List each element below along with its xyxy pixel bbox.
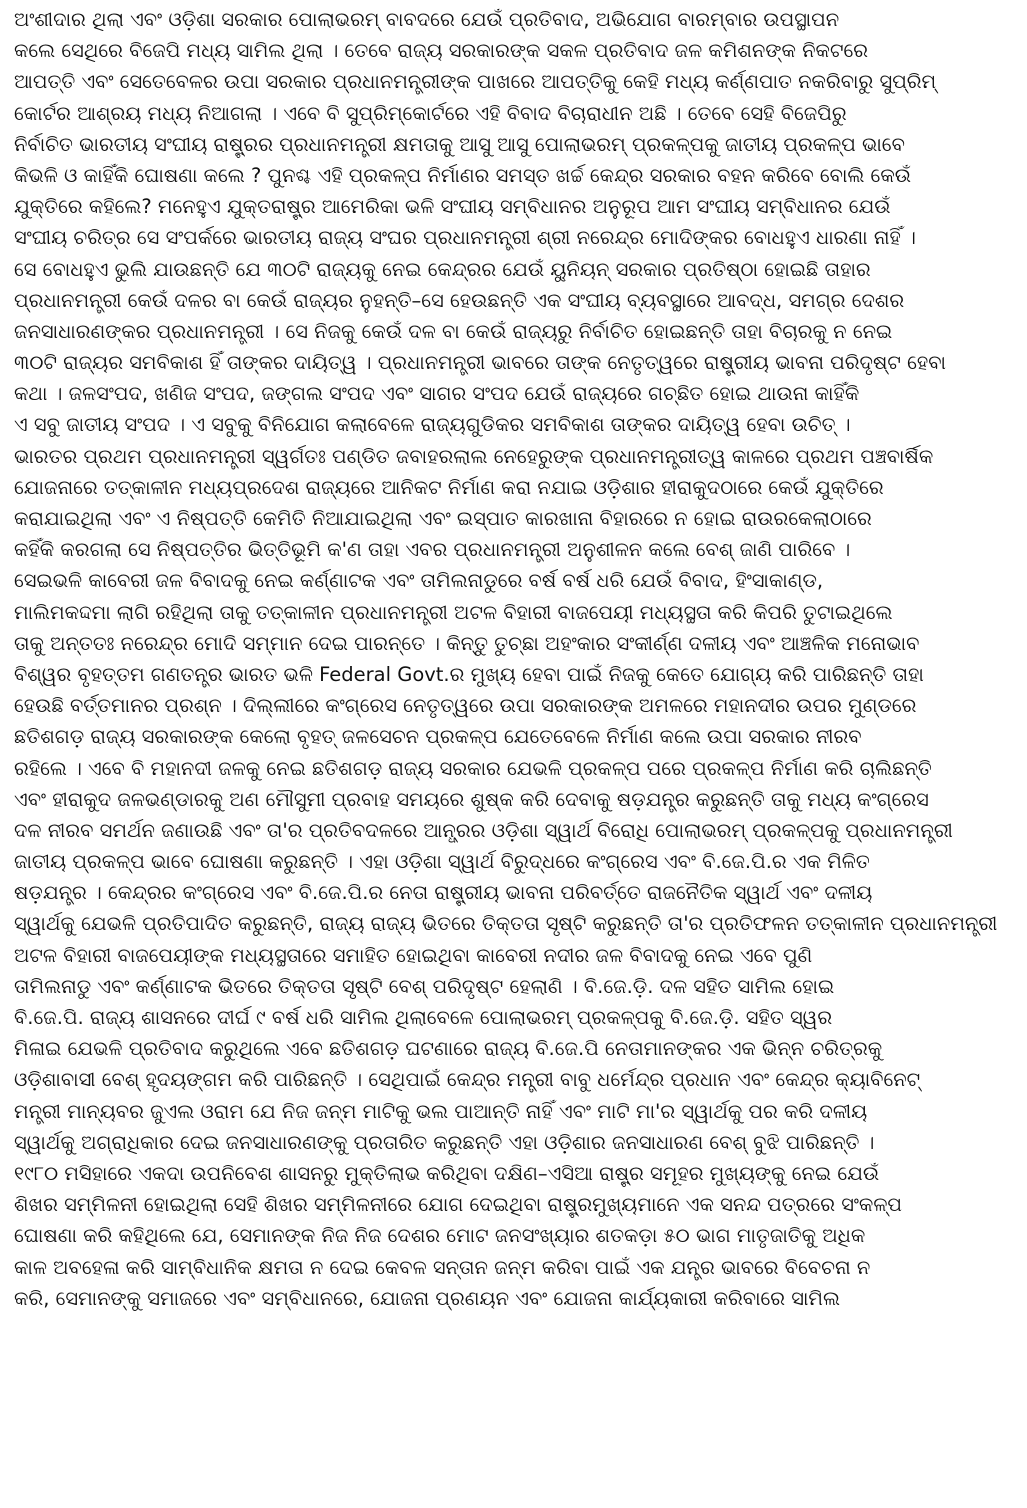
text-line: ସେଇଭଳି କାବେରୀ ଜଳ ବିବାଦକୁ ନେଇ କର୍ଣ୍ଣାଟକ ଏବଂ ତାମିଲନାଡୁରେ ବର୍ଷ ବର୍ଷ ଧରି ଯେଉଁ ବିବାଦ, ହିଂସାକାଣ୍ଡ, — [14, 569, 824, 593]
text-line — [14, 1376, 1013, 1407]
text-line: ଓଡ଼ିଶାବାସୀ ବେଶ୍ ହୃଦୟଙ୍ଗମ କରି ପାରିଛନ୍ତି । ସେଥିପାଇଁ କେନ୍ଦ୍ର ମନ୍ତ୍ରୀ ବାବୁ ଧର୍ମେନ୍ଦ୍ର ପ୍ରଧାନ ଏବଂ କେନ୍ଦ୍ର କ୍ୟାବିନେଟ୍ — [14, 1068, 921, 1092]
text-line — [14, 1470, 1013, 1501]
text-line: ଭାରତର ପ୍ରଥମ ପ୍ରଧାନମନ୍ତ୍ରୀ ସ୍ୱର୍ଗତଃ ପଣ୍ଡିତ ଜବାହରଲାଲ ନେହେରୁଙ୍କ ପ୍ରଧାନମନ୍ତ୍ରୀତ୍ୱ କାଳରେ ପ୍ରଥମ ପଞ୍ଚବାର୍ଷିକ — [14, 444, 934, 468]
text-line: ସେ ବୋଧହୁଏ ଭୁଲି ଯାଉଛନ୍ତି ଯେ ୩୦ଟି ରାଜ୍ୟକୁ ନେଇ କେନ୍ଦ୍ରର ଯେଉଁ ୟୁନିୟନ୍ ସରକାର ପ୍ରତିଷ୍ଠା ହୋଇଛି ତାହାର — [14, 257, 871, 281]
text-line: କଥା । ଜଳସଂପଦ, ଖଣିଜ ସଂପଦ, ଜଙ୍ଗଲ ସଂପଦ ଏବଂ ସାଗର ସଂପଦ ଯେଉଁ ରାଜ୍ୟରେ ଗଚ୍ଛିତ ହୋଇ ଥାଉନା କାହିଁକି — [14, 382, 860, 406]
text-line: ଛତିଶଗଡ଼ ରାଜ୍ୟ ସରକାରଙ୍କ କେଲୋ ବୃହତ୍ ଜଳସେଚନ ପ୍ରକଳ୍ପ ଯେତେବେଳେ ନିର୍ମାଣ କଲେ ଉପା ସରକାର ନୀରବ — [14, 725, 862, 749]
text-line: ତାମିଲନାଡୁ ଏବଂ କର୍ଣ୍ଣାଟକ ଭିତରେ ତିକ୍ତତା ସୃଷ୍ଟି ବେଶ୍ ପରିଦୃଷ୍ଟ ହେଲାଣି । ବି.ଜେ.ଡ଼ି. ଦଳ ସହିତ ସାମିଲ ହୋଇ — [14, 974, 835, 998]
text-line: ହେଉଛି ବର୍ତ୍ତମାନର ପ୍ରଶ୍ନ । ଦିଲ୍ଲୀରେ କଂଗ୍ରେସ ନେତୃତ୍ୱରେ ଉପା ସରକାରଙ୍କ ଅମଳରେ ମହାନଦୀର ଉପର ମୁଣ୍ଡରେ — [14, 694, 917, 718]
text-line: ଏ ସବୁ ଜାତୀୟ ସଂପଦ । ଏ ସବୁକୁ ବିନିଯୋଗ କଲାବେଳେ ରାଜ୍ୟଗୁଡିକର ସମବିକାଶ ତାଙ୍କର ଦାୟିତ୍ୱ ହେବା ଉଚିତ୍ । — [14, 413, 851, 437]
text-line — [14, 1439, 1013, 1470]
text-line: ସ୍ୱାର୍ଥକୁ ଅଗ୍ରାଧିକାର ଦେଇ ଜନସାଧାରଣଙ୍କୁ ପ୍ରତାରିତ କରୁଛନ୍ତି ଏହା ଓଡ଼ିଶାର ଜନସାଧାରଣ ବେଶ୍ ବୁଝି ପାରିଛନ୍ତି । — [14, 1130, 875, 1154]
text-line: ୩୦ଟି ରାଜ୍ୟର ସମବିକାଶ ହିଁ ତାଙ୍କର ଦାୟିତ୍ୱ । ପ୍ରଧାନମନ୍ତ୍ରୀ ଭାବରେ ତାଙ୍କ ନେତୃତ୍ୱରେ ରାଷ୍ଟ୍ରୀୟ ଭାବନା ପରିଦୃଷ୍ଟ ହେବା — [14, 351, 946, 375]
article-page — [14, 4, 1013, 1504]
text-line: ଯୁକ୍ତିରେ କହିଲେ? ମନେହୁଏ ଯୁକ୍ତରାଷ୍ଟ୍ର ଆମେରିକା ଭଳି ସଂଘୀୟ ସମ୍ବିଧାନର ଅନୁରୂପ ଆମ ସଂଘୀୟ ସମ୍ବିଧାନର ଯେଉଁ — [14, 195, 891, 219]
text-line: କାଳ ଅବହେଳା କରି ସାମ୍ବିଧାନିକ କ୍ଷମତା ନ ଦେଇ କେବଳ ସନ୍ତାନ ଜନ୍ମ କରିବା ପାଇଁ ଏକ ଯନ୍ତ୍ର ଭାବରେ ବିବେଚନା ନ — [14, 1255, 871, 1279]
text-line: ରହିଲେ । ଏବେ ବି ମହାନଦୀ ଜଳକୁ ନେଇ ଛତିଶଗଡ଼ ରାଜ୍ୟ ସରକାର ଯେଭଳି ପ୍ରକଳ୍ପ ପରେ ପ୍ରକଳ୍ପ ନିର୍ମାଣ କରି ଚାଲିଛନ୍ତି — [14, 756, 932, 780]
text-line: ସଂଘୀୟ ଚରିତ୍ର ସେ ସଂପର୍କରେ ଭାରତୀୟ ରାଜ୍ୟ ସଂଘର ପ୍ରଧାନମନ୍ତ୍ରୀ ଶ୍ରୀ ନରେନ୍ଦ୍ର ମୋଦିଙ୍କର ବୋଧହୁଏ ଧାରଣା ନାହିଁ । — [14, 226, 916, 250]
text-line: ଅଟଳ ବିହାରୀ ବାଜପେୟୀଙ୍କ ମଧ୍ୟସ୍ଥତାରେ ସମାହିତ ହୋଇଥିବା କାବେରୀ ନଦୀର ଜଳ ବିବାଦକୁ ନେଇ ଏବେ ପୁଣି — [14, 943, 813, 967]
text-line: ମାଲିମକଦ୍ଦମା ଲାଗି ରହିଥିଲା ତାକୁ ତତ୍କାଳୀନ ପ୍ରଧାନମନ୍ତ୍ରୀ ଅଟଳ ବିହାରୀ ବାଜପେୟୀ ମଧ୍ୟସ୍ଥତା କରି କିପରି ତୁଟାଇଥିଲେ — [14, 600, 893, 624]
article-body — [14, 4, 1013, 1501]
text-line: ଜନସାଧାରଣଙ୍କର ପ୍ରଧାନମନ୍ତ୍ରୀ । ସେ ନିଜକୁ କେଉଁ ଦଳ ବା କେଉଁ ରାଜ୍ୟରୁ ନିର୍ବାଚିତ ହୋଇଛନ୍ତି ତାହା ବିଚାରକୁ ନ ନେଇ — [14, 319, 893, 343]
text-line: ନିର୍ବାଚିତ ଭାରତୀୟ ସଂଘୀୟ ରାଷ୍ଟ୍ରର ପ୍ରଧାନମନ୍ତ୍ରୀ କ୍ଷମତାକୁ ଆସୁ ଆସୁ ପୋଲାଭରମ୍ ପ୍ରକଳ୍ପକୁ ଜାତୀୟ ପ୍ରକଳ୍ପ ଭାବେ — [14, 132, 905, 156]
text-line: କହିଁକି କରଗଲା ସେ ନିଷ୍ପତ୍ତିର ଭିତ୍ତିଭୂମି କ'ଣ ତାହା ଏବର ପ୍ରଧାନମନ୍ତ୍ରୀ ଅନୁଶୀଳନ କଲେ ବେଶ୍ ଜାଣି ପାରିବେ । — [14, 538, 851, 562]
text-line: ଘୋଷଣା କରି କହିଥିଲେ ଯେ, ସେମାନଙ୍କ ନିଜ ନିଜ ଦେଶର ମୋଟ ଜନସଂଖ୍ୟାର ଶତକଡ଼ା ୫୦ ଭାଗ ମାତୃଜାତିକୁ ଅଧିକ — [14, 1224, 866, 1248]
text-line: ତାକୁ ଅନ୍ତତଃ ନରେନ୍ଦ୍ର ମୋଦି ସମ୍ମାନ ଦେଇ ପାରନ୍ତେ । କିନ୍ତୁ ତୁଚ୍ଛା ଅହଂକାର ସଂକୀର୍ଣ୍ଣ ଦଳୀୟ ଏବଂ ଆଞ୍ଚଳିକ ମନୋଭାବ — [14, 631, 920, 655]
text-line: ଶିଖର ସମ୍ମିଳନୀ ହୋଇଥିଲା ସେହି ଶିଖର ସମ୍ମିଳନୀରେ ଯୋଗ ଦେଇଥିବା ରାଷ୍ଟ୍ରମୁଖ୍ୟମାନେ ଏକ ସନନ୍ଦ ପତ୍ରରେ ସଂକଳ୍ପ — [14, 1193, 903, 1217]
text-line: କଲେ ସେଥିରେ ବିଜେପି ମଧ୍ୟ ସାମିଲ ଥିଲା । ତେବେ ରାଜ୍ୟ ସରକାରଙ୍କ ସକଳ ପ୍ରତିବାଦ ଜଳ କମିଶନଙ୍କ ନିକଟରେ — [14, 39, 869, 63]
text-line: କରାଯାଇଥିଲା ଏବଂ ଏ ନିଷ୍ପତ୍ତି କେମିତି ନିଆଯାଇଥିଲା ଏବଂ ଇସ୍ପାତ କାରଖାନା ବିହାରରେ ନ ହୋଇ ରାଉରକେଲାଠାରେ — [14, 507, 872, 530]
text-line — [14, 1314, 1013, 1345]
text-line: କିଭଳି ଓ କାହିଁକି ଘୋଷଣା କଲେ ? ପୁନଶ୍ଚ ଏହି ପ୍ରକଳ୍ପ ନିର୍ମାଣର ସମସ୍ତ ଖର୍ଚ୍ଚ କେନ୍ଦ୍ର ସରକାର ବହନ କରିବେ ବୋଲି କେଉଁ — [14, 163, 911, 187]
text-line: ଦଳ ନୀରବ ସମର୍ଥନ ଜଣାଉଛି ଏବଂ ତା'ର ପ୍ରତିବଦଳରେ ଆନ୍ଧ୍ରର ଓଡ଼ିଶା ସ୍ୱାର୍ଥ ବିରୋଧି ପୋଲାଭରମ୍ ପ୍ରକଳ୍ପକୁ ପ୍ରଧାନମନ୍ତ୍ରୀ — [14, 818, 953, 842]
text-line: ଆପତ୍ତି ଏବଂ ସେତେବେଳର ଉପା ସରକାର ପ୍ରଧାନମନ୍ତ୍ରୀଙ୍କ ପାଖରେ ଆପତ୍ତିକୁ କେହି ମଧ୍ୟ କର୍ଣ୍ଣପାତ ନକରିବାରୁ ସୁପ୍ରିମ୍ — [14, 70, 937, 94]
text-line: ବି.ଜେ.ପି. ରାଜ୍ୟ ଶାସନରେ ଦୀର୍ଘ ୯ ବର୍ଷ ଧରି ସାମିଲ ଥିଲାବେଳେ ପୋଲାଭରମ୍ ପ୍ରକଳ୍ପକୁ ବି.ଜେ.ଡ଼ି. ସହିତ ସ୍ୱର — [14, 1006, 833, 1029]
text-line: ଜାତୀୟ ପ୍ରକଳ୍ପ ଭାବେ ଘୋଷଣା କରୁଛନ୍ତି । ଏହା ଓଡ଼ିଶା ସ୍ୱାର୍ଥ ବିରୁଦ୍ଧରେ କଂଗ୍ରେସ ଏବଂ ବି.ଜେ.ପି.ର ଏକ ମିଳିତ — [14, 850, 870, 874]
text-line: ପ୍ରଧାନମନ୍ତ୍ରୀ କେଉଁ ଦଳର ବା କେଉଁ ରାଜ୍ୟର ନୁହନ୍ତି–ସେ ହେଉଛନ୍ତି ଏକ ସଂଘୀୟ ବ୍ୟବସ୍ଥାରେ ଆବଦ୍ଧ, ସମଗ୍ର ଦେଶର — [14, 288, 905, 312]
text-line: ମନ୍ତ୍ରୀ ମାନ୍ୟବର ଜୁଏଲ ଓରାମ ଯେ ନିଜ ଜନ୍ମ ମାଟିକୁ ଭଲ ପାଆନ୍ତି ନାହିଁ ଏବଂ ମାଟି ମା'ର ସ୍ୱାର୍ଥକୁ ପର କରି ଦଳୀୟ — [14, 1099, 868, 1123]
text-line: ଅଂଶୀଦାର ଥିଲା ଏବଂ ଓଡ଼ିଶା ସରକାର ପୋଲାଭରମ୍ ବାବଦରେ ଯେଉଁ ପ୍ରତିବାଦ, ଅଭିଯୋଗ ବାରମ୍ବାର ଉପସ୍ଥାପନ — [14, 8, 840, 31]
text-line: କୋର୍ଟର ଆଶ୍ରୟ ମଧ୍ୟ ନିଆଗଲା । ଏବେ ବି ସୁପ୍ରିମ୍‌କୋର୍ଟରେ ଏହି ବିବାଦ ବିଚାରାଧୀନ ଅଛି । ତେବେ ସେହି ବିଜେପିରୁ — [14, 101, 847, 125]
text-line: ମିଳାଇ ଯେଭଳି ପ୍ରତିବାଦ କରୁଥିଲେ ଏବେ ଛତିଶଗଡ଼ ଘଟଣାରେ ରାଜ୍ୟ ବି.ଜେ.ପି ନେତାମାନଙ୍କର ଏକ ଭିନ୍ନ ଚରିତ୍ରକୁ — [14, 1037, 883, 1061]
text-line: ଏବଂ ହୀରାକୁଦ ଜଳଭଣ୍ଡାରକୁ ଅଣ ମୌସୁମୀ ପ୍ରବାହ ସମୟରେ ଶୁଷ୍କ କରି ଦେବାକୁ ଷଡ଼ଯନ୍ତ୍ର କରୁଛନ୍ତି ତାକୁ ମଧ୍ୟ କଂଗ୍ରେସ — [14, 787, 929, 811]
text-line — [14, 1407, 1013, 1438]
text-line — [14, 1345, 1013, 1376]
text-line: ଯୋଜନାରେ ତତ୍‌କାଳୀନ ମଧ୍ୟପ୍ରଦେଶ ରାଜ୍ୟରେ ଆନିକଟ ନିର୍ମାଣ କରା ନଯାଇ ଓଡ଼ିଶାର ହୀରାକୁଦଠାରେ କେଉଁ ଯୁକ୍ତିରେ — [14, 475, 884, 499]
text-line: ୧୯୮୦ ମସିହାରେ ଏକଦା ଉପନିବେଶ ଶାସନରୁ ମୁକ୍ତିଲାଭ କରିଥିବା ଦକ୍ଷିଣ–ଏସିଆ ରାଷ୍ଟ୍ର ସମୂହର ମୁଖ୍ୟଙ୍କୁ ନେଇ ଯେଉଁ — [14, 1161, 880, 1185]
text-line: ବିଶ୍ୱର ବୃହତ୍ତମ ଗଣତନ୍ତ୍ର ଭାରତ ଭଳି Federal Govt.ର ମୁଖ୍ୟ ହେବା ପାଇଁ ନିଜକୁ କେତେ ଯୋଗ୍ୟ କରି ପାରିଛନ୍ତି ତାହା — [14, 662, 924, 686]
text-line: କରି, ସେମାନଙ୍କୁ ସମାଜରେ ଏବଂ ସମ୍ବିଧାନରେ, ଯୋଜନା ପ୍ରଣୟନ ଏବଂ ଯୋଜନା କାର୍ଯ୍ୟକାରୀ କରିବାରେ ସାମିଲ — [14, 1286, 840, 1310]
text-line: ଷଡ଼ଯନ୍ତ୍ର । କେନ୍ଦ୍ରର କଂଗ୍ରେସ ଏବଂ ବି.ଜେ.ପି.ର ନେତା ରାଷ୍ଟ୍ରୀୟ ଭାବନା ପରିବର୍ତ୍ତେ ରାଜନୈତିକ ସ୍ୱାର୍ଥ ଏବଂ ଦଳୀୟ — [14, 881, 873, 905]
text-line: ସ୍ୱାର୍ଥକୁ ଯେଭଳି ପ୍ରତିପାଦିତ କରୁଛନ୍ତି, ରାଜ୍ୟ ରାଜ୍ୟ ଭିତରେ ତିକ୍ତତା ସୃଷ୍ଟି କରୁଛନ୍ତି ତା'ର ପ୍ରତିଫଳନ ତତ୍କାଳୀନ ପ୍ରଧାନମନ୍ତ୍ରୀ — [14, 912, 998, 936]
